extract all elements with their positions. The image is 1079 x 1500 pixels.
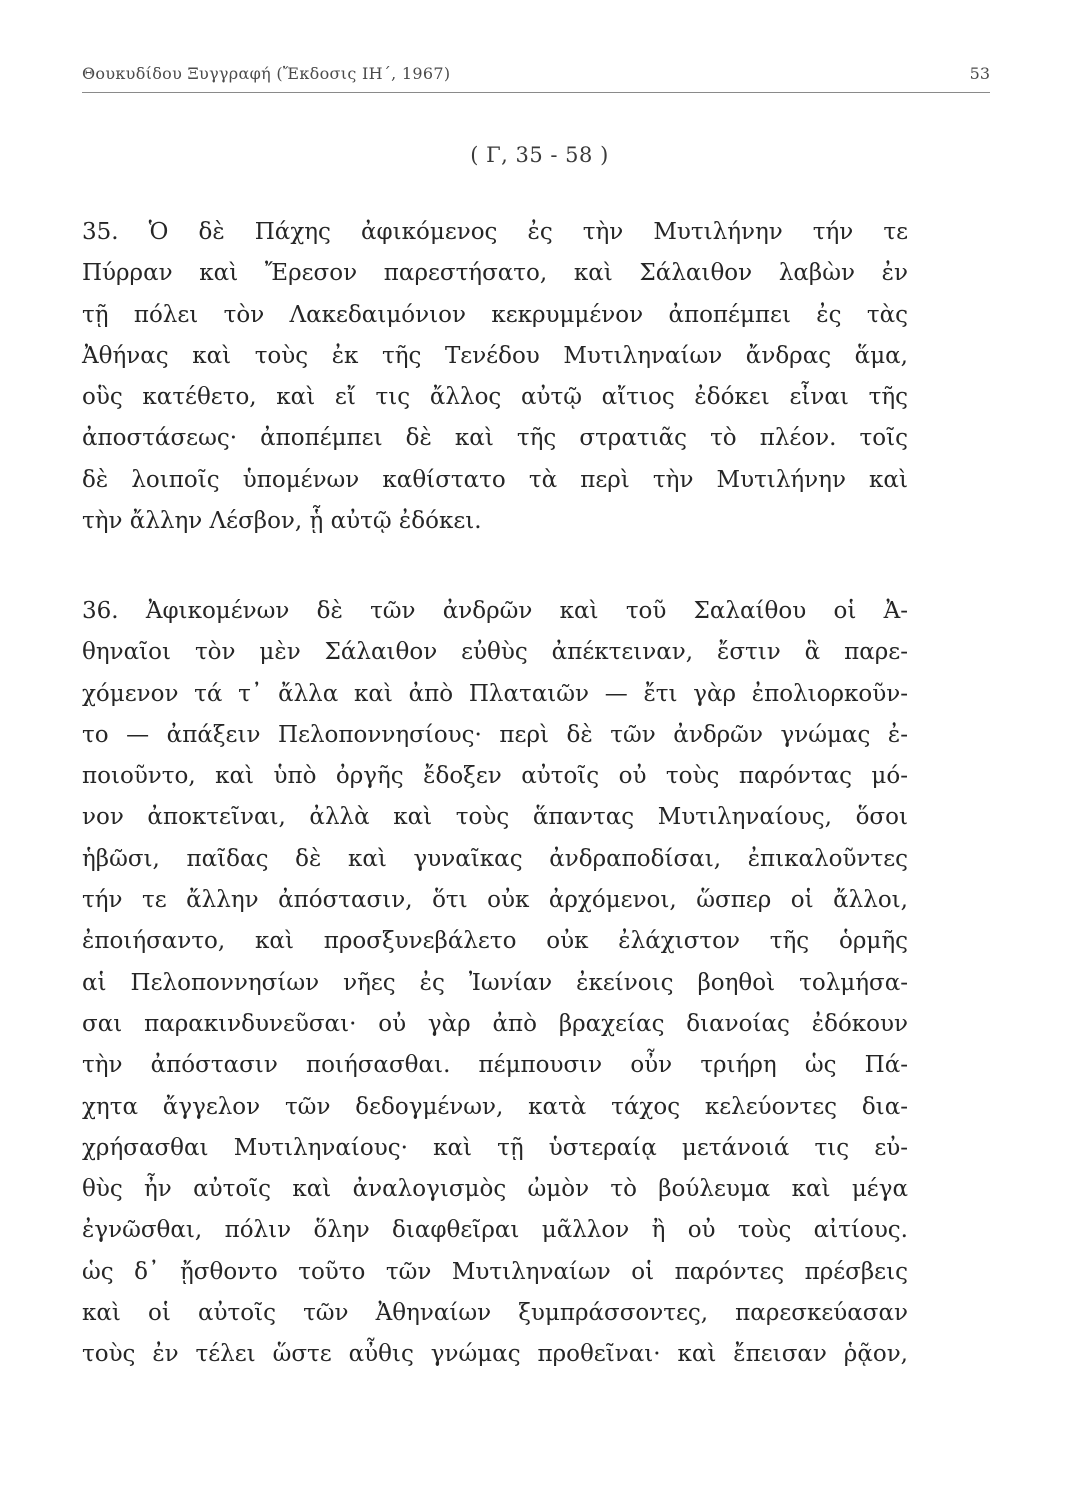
text-line: τὴν ἀπόστασιν ποιήσασθαι. πέμπουσιν οὖν τριήρη ὡς Πά- [82,1052,908,1079]
text-line: νον ἀποκτεῖναι, ἀλλὰ καὶ τοὺς ἅπαντας Μυτιληναίους, ὅσοι [82,804,908,831]
text-line: τῇ πόλει τὸν Λακεδαιμόνιον κεκρυμμένον ἀποπέμπει ἐς τὰς [82,301,908,328]
text-line: τήν τε ἄλλην ἀπόστασιν, ὅτι οὐκ ἀρχόμενοι, ὥσπερ οἱ ἄλλοι, [82,887,908,914]
text-line: 36. Ἀφικομένων δὲ τῶν ἀνδρῶν καὶ τοῦ Σαλαίθου οἱ Ἀ- [82,598,908,624]
paragraph-36 [82,591,908,1376]
running-head [82,58,990,93]
text-line: Πύρραν καὶ Ἔρεσον παρεστήσατο, καὶ Σάλαιθον λαβὼν ἐν [82,260,908,287]
page-number: 53 [969,64,990,83]
text-line: χόμενον τά τ᾽ ἄλλα καὶ ἀπὸ Πλαταιῶν — ἔτι γὰρ ἐπολιορκοῦν- [82,680,908,707]
text-line: οὓς κατέθετο, καὶ εἴ τις ἄλλος αὐτῷ αἴτιος ἐδόκει εἶναι τῆς [82,384,908,411]
text-line: Ἀθήνας καὶ τοὺς ἐκ τῆς Τενέδου Μυτιληναίων ἄνδρας ἅμα, [82,342,908,369]
text-line: ποιοῦντο, καὶ ὑπὸ ὀργῆς ἔδοξεν αὐτοῖς οὐ τοὺς παρόντας μό- [82,763,908,790]
text-line: θηναῖοι τὸν μὲν Σάλαιθον εὐθὺς ἀπέκτειναν, ἔστιν ἃ παρε- [82,639,908,666]
text-line: τὴν ἄλλην Λέσβον, ᾗ αὐτῷ ἐδόκει. [82,508,482,535]
text-line: τοὺς ἐν τέλει ὥστε αὖθις γνώμας προθεῖναι· καὶ ἔπεισαν ῥᾷον, [82,1341,908,1368]
running-head-title: Θουκυδίδου Ξυγγραφή (Ἔκδοσις ΙΗ΄, 1967) [82,64,451,83]
text-line: χρήσασθαι Μυτιληναίους· καὶ τῇ ὑστεραίᾳ μετάνοιά τις εὐ- [82,1134,908,1161]
section-range-heading: ( Γ, 35 - 58 ) [470,143,609,167]
text-line: ἡβῶσι, παῖδας δὲ καὶ γυναῖκας ἀνδραποδίσαι, ἐπικαλοῦντες [82,845,908,872]
text-line: αἱ Πελοποννησίων νῆες ἐς Ἰωνίαν ἐκείνοις βοηθοὶ τολμήσα- [82,969,908,996]
text-line: ὡς δ᾽ ᾔσθοντο τοῦτο τῶν Μυτιληναίων οἱ παρόντες πρέσβεις [82,1258,908,1285]
text-line: το — ἀπάξειν Πελοποννησίους· περὶ δὲ τῶν ἀνδρῶν γνώμας ἐ- [82,721,908,748]
text-line: δὲ λοιποῖς ὑπομένων καθίστατο τὰ περὶ τὴν Μυτιλήνην καὶ [82,466,908,493]
text-line: θὺς ἦν αὐτοῖς καὶ ἀναλογισμὸς ὠμὸν τὸ βούλευμα καὶ μέγα [82,1176,908,1203]
text-line: καὶ οἱ αὐτοῖς τῶν Ἀθηναίων ξυμπράσσοντες, παρεσκεύασαν [82,1300,908,1327]
text-line: ἐποιήσαντο, καὶ προσξυνεβάλετο οὐκ ἐλάχιστον τῆς ὁρμῆς [82,928,908,955]
text-line: χητα ἄγγελον τῶν δεδογμένων, κατὰ τάχος κελεύοντες δια- [82,1093,908,1120]
text-line: σαι παρακινδυνεῦσαι· οὐ γὰρ ἀπὸ βραχείας διανοίας ἐδόκουν [82,1010,908,1037]
text-line: ἀποστάσεως· ἀποπέμπει δὲ καὶ τῆς στρατιᾶς τὸ πλέον. τοῖς [82,425,908,452]
paragraph-35 [82,212,908,542]
text-line: ἐγνῶσθαι, πόλιν ὅλην διαφθεῖραι μᾶλλον ἢ οὐ τοὺς αἰτίους. [82,1217,908,1244]
text-line: 35. Ὁ δὲ Πάχης ἀφικόμενος ἐς τὴν Μυτιλήνην τήν τε [82,219,908,245]
